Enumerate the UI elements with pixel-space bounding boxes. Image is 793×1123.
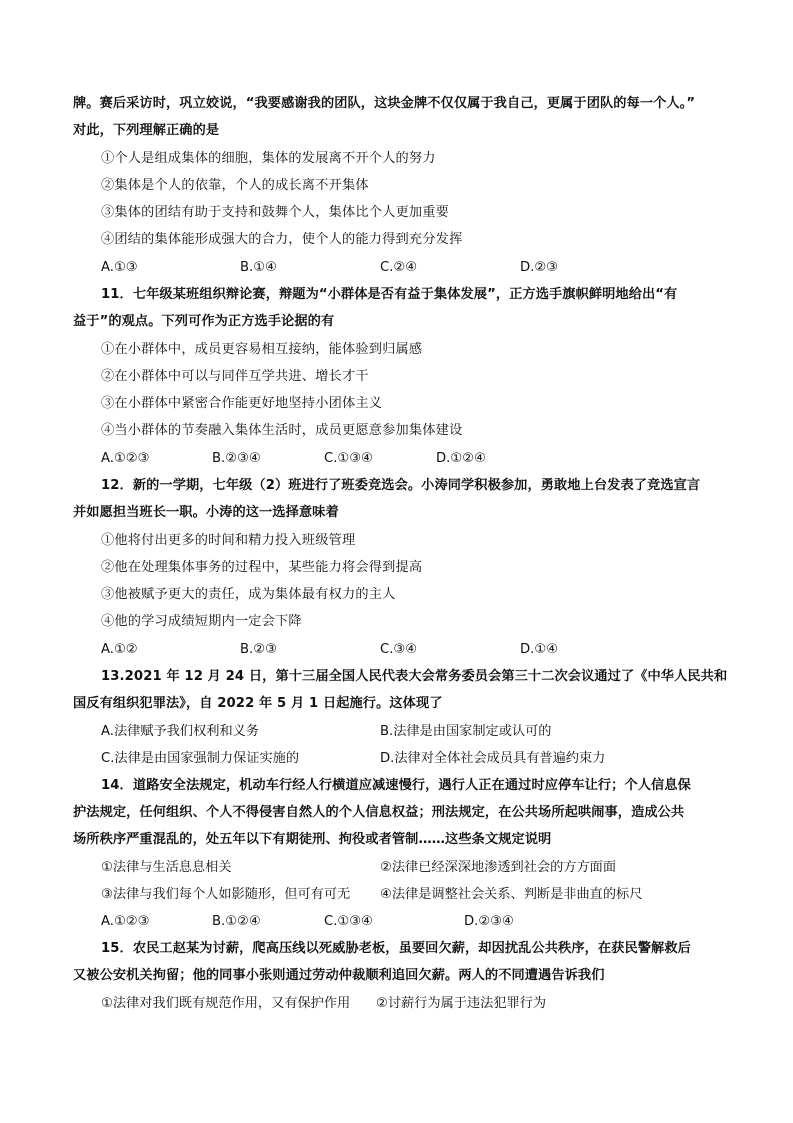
q10-item-2: ②集体是个人的依靠，个人的成长离不开集体 [101, 178, 369, 193]
q12-item-1: ①他将付出更多的时间和精力投入班级管理 [101, 533, 356, 548]
q15-stem-line2: 又被公安机关拘留；他的同事小张则通过劳动仲裁顺利追回欠薪。两人的不同遭遇告诉我们 [73, 968, 605, 983]
q11-option-d: D.①②④ [436, 451, 486, 466]
q12-stem-line2: 并如愿担当班长一职。小涛的这一选择意味着 [73, 505, 339, 520]
q14-option-c: C.①③④ [324, 914, 373, 929]
q14-item-1: ①法律与生活息息相关 [101, 860, 232, 875]
q11-item-4: ④当小群体的节奏融入集体生活时，成员更愿意参加集体建设 [101, 423, 463, 438]
q12-option-a: A.①② [101, 642, 138, 657]
q15-stem-line1: 15．农民工赵某为讨薪，爬高压线以死威胁老板，虽要回欠薪，却因扰乱公共秩序，在获民警解救后 [101, 941, 691, 956]
q10-item-1: ①个人是组成集体的细胞，集体的发展离不开个人的努力 [101, 151, 436, 166]
q10-item-4: ④团结的集体能形成强大的合力，使个人的能力得到充分发挥 [101, 232, 463, 247]
q13-stem-line2: 国反有组织犯罪法》，自 2022 年 5 月 1 日起施行。这体现了 [73, 696, 443, 711]
q12-item-2: ②他在处理集体事务的过程中，某些能力将会得到提高 [101, 560, 423, 575]
q13-option-d: D.法律对全体社会成员具有普遍约束力 [380, 751, 606, 766]
q12-item-4: ④他的学习成绩短期内一定会下降 [101, 614, 302, 629]
q14-item-2: ②法律已经深深地渗透到社会的方方面面 [380, 860, 617, 875]
q14-option-b: B.①②④ [212, 914, 261, 929]
q10-stem-line1: 牌。赛后采访时，巩立姣说，“我要感谢我的团队，这块金牌不仅仅属于我自己，更属于团队的每一个人。” [73, 96, 696, 111]
q11-stem-line2: 益于”的观点。下列可作为正方选手论据的有 [73, 314, 335, 329]
q13-option-a: A.法律赋予我们权利和义务 [101, 724, 260, 739]
q10-option-a: A.①③ [101, 260, 138, 275]
q13-option-c: C.法律是由国家强制力保证实施的 [101, 751, 300, 766]
q10-option-d: D.②③ [520, 260, 558, 275]
q12-option-b: B.②③ [240, 642, 277, 657]
q14-stem-line1: 14．道路安全法规定，机动车行经人行横道应减速慢行，遇行人正在通过时应停车让行；个人信息保 [101, 778, 691, 793]
q15-item-1: ①法律对我们既有规范作用，又有保护作用 [101, 996, 351, 1011]
q14-option-d: D.②③④ [464, 914, 514, 929]
q10-option-c: C.②④ [380, 260, 418, 275]
q14-item-3: ③法律与我们每个人如影随形，但可有可无 [101, 887, 351, 902]
q15-item-2: ②讨薪行为属于违法犯罪行为 [376, 996, 547, 1011]
q11-item-2: ②在小群体中可以与同伴互学共进、增长才干 [101, 369, 369, 384]
q14-item-4: ④法律是调整社会关系、判断是非曲直的标尺 [380, 887, 643, 902]
q12-stem-line1: 12．新的一学期，七年级（2）班进行了班委竞选会。小涛同学积极参加，勇敢地上台发表了竞选宣言 [101, 478, 701, 493]
q13-option-b: B.法律是由国家制定或认可的 [380, 724, 552, 739]
q11-option-a: A.①②③ [101, 451, 150, 466]
q14-stem-line2: 护法规定，任何组织、个人不得侵害自然人的个人信息权益；刑法规定，在公共场所起哄闹事，造成公共 [73, 805, 685, 820]
q11-item-3: ③在小群体中紧密合作能更好地坚持小团体主义 [101, 396, 383, 411]
q12-option-c: C.③④ [380, 642, 418, 657]
q13-stem-line1: 13.2021 年 12 月 24 日，第十三届全国人民代表大会常务委员会第三十二次会议通过了《中华人民共和 [101, 669, 728, 684]
q11-stem-line1: 11．七年级某班组织辩论赛，辩题为“小群体是否有益于集体发展”，正方选手旗帜鲜明地给出“有 [101, 287, 678, 302]
q11-option-c: C.①③④ [324, 451, 373, 466]
q10-stem-line2: 对此，下列理解正确的是 [73, 123, 220, 138]
q14-stem-line3: 场所秩序严重混乱的，处五年以下有期徒刑、拘役或者管制……这些条文规定说明 [73, 832, 552, 847]
q10-option-b: B.①④ [240, 260, 277, 275]
q12-option-d: D.①④ [520, 642, 558, 657]
q10-item-3: ③集体的团结有助于支持和鼓舞个人，集体比个人更加重要 [101, 205, 450, 220]
q12-item-3: ③他被赋予更大的责任，成为集体最有权力的主人 [101, 587, 396, 602]
q14-option-a: A.①②③ [101, 914, 150, 929]
q11-item-1: ①在小群体中，成员更容易相互接纳，能体验到归属感 [101, 342, 423, 357]
q11-option-b: B.②③④ [212, 451, 261, 466]
